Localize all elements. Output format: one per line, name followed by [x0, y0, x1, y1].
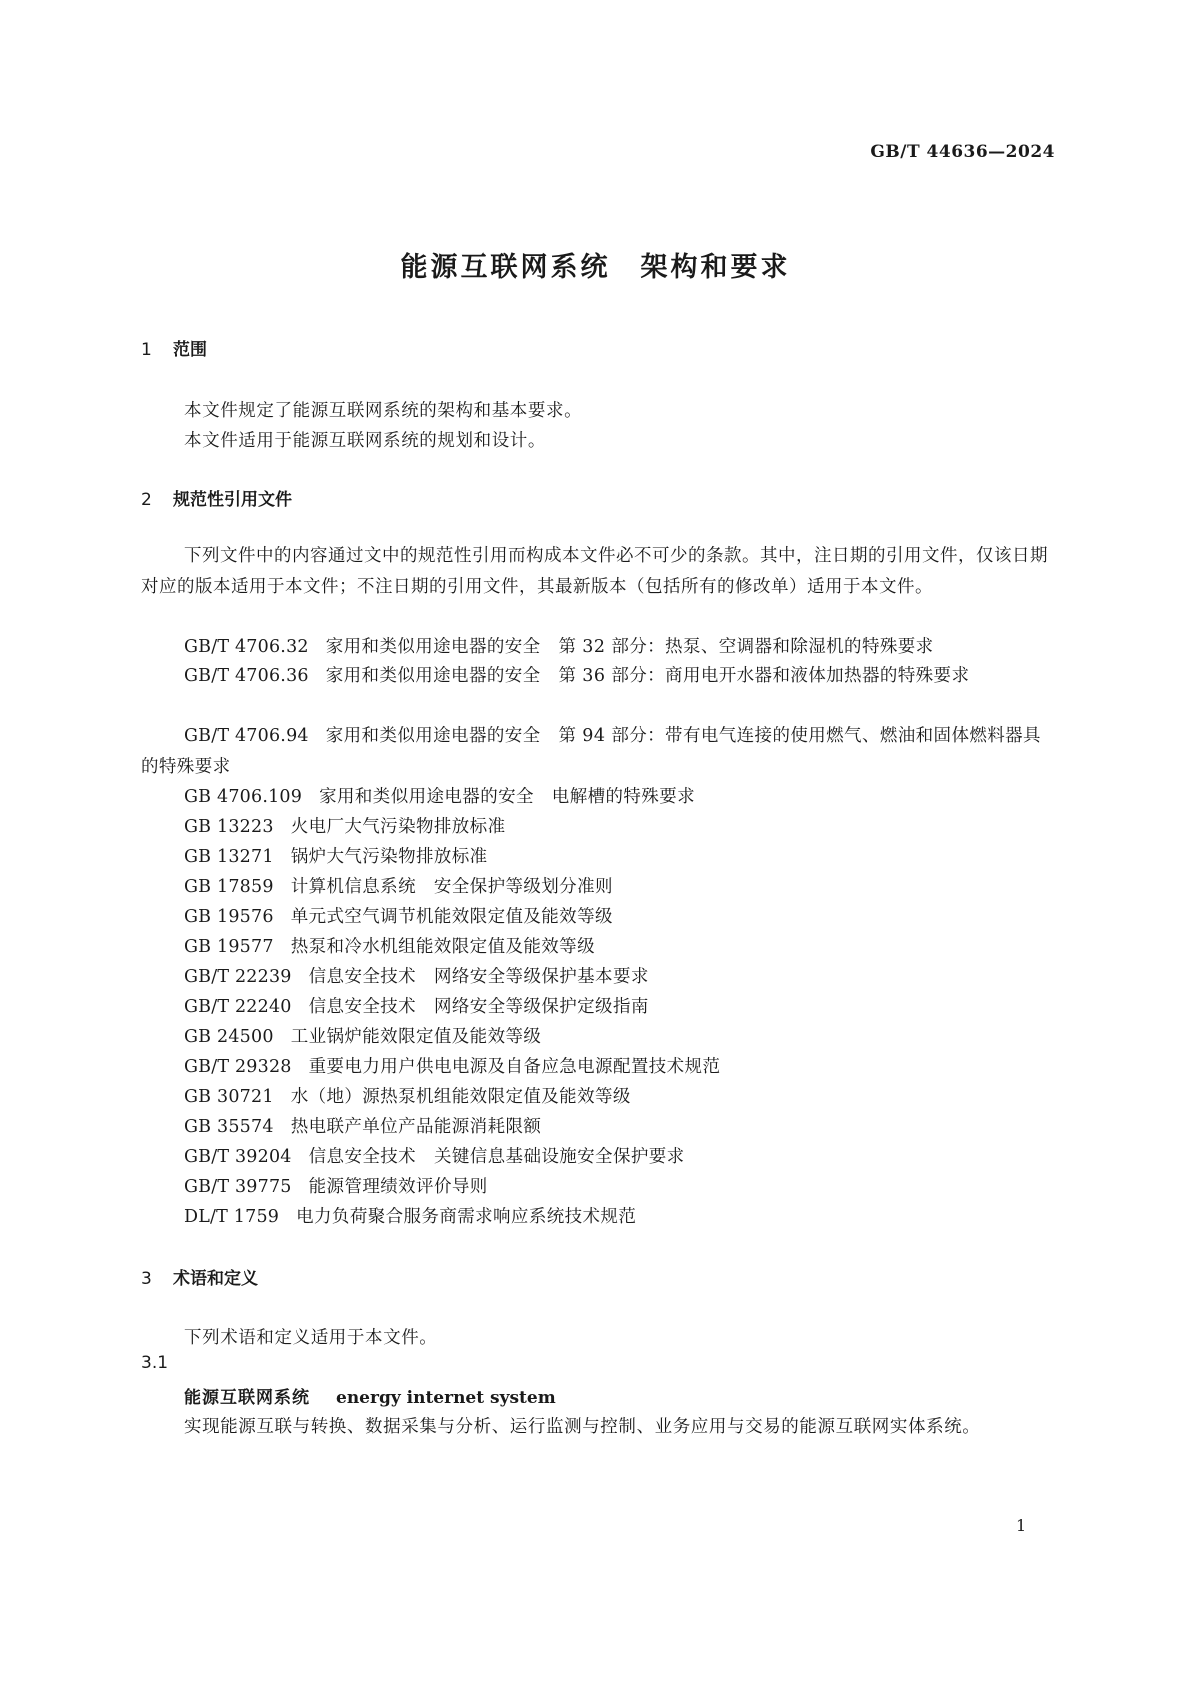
reference-code: GB 35574	[184, 1117, 274, 1137]
document-title: 能源互联网系统 架构和要求	[400, 252, 791, 283]
section-title: 范围	[173, 340, 207, 360]
reference-item	[184, 963, 649, 988]
reference-code: GB 13271	[184, 847, 274, 867]
reference-title: 火电厂大气污染物排放标准	[290, 817, 506, 837]
term-definition: 实现能源互联与转换、数据采集与分析、运行监测与控制、业务应用与交易的能源互联网实体系统。	[184, 1417, 981, 1437]
reference-item	[184, 1023, 541, 1048]
page-number: 1	[1016, 1516, 1027, 1535]
reference-item	[184, 813, 506, 838]
term-name-cn: 能源互联网系统	[184, 1388, 310, 1408]
reference-title: 计算机信息系统 安全保护等级划分准则	[290, 877, 613, 897]
reference-code: GB 17859	[184, 877, 274, 897]
reference-code: DL/T 1759	[184, 1207, 280, 1227]
section-2-heading	[141, 485, 292, 510]
reference-item	[184, 933, 595, 958]
paragraph: 本文件适用于能源互联网系统的规划和设计。	[184, 431, 546, 451]
reference-item	[184, 1113, 541, 1138]
reference-code: GB/T 4706.36	[184, 666, 309, 686]
section-number: 1	[141, 340, 152, 360]
reference-code: GB/T 39204	[184, 1147, 292, 1167]
reference-code: GB/T 29328	[184, 1057, 292, 1077]
reference-title: 水（地）源热泵机组能效限定值及能效等级	[290, 1087, 631, 1107]
reference-item	[184, 1173, 488, 1198]
term-name-en: energy internet system	[336, 1388, 556, 1408]
reference-code: GB 24500	[184, 1027, 274, 1047]
reference-item	[184, 783, 695, 808]
reference-title: 信息安全技术 关键信息基础设施安全保护要求	[308, 1147, 685, 1167]
reference-title: 热电联产单位产品能源消耗限额	[290, 1117, 542, 1137]
reference-code: GB 19576	[184, 907, 274, 927]
term-name	[184, 1383, 556, 1408]
reference-item	[184, 1083, 631, 1108]
paragraph: 下列术语和定义适用于本文件。	[184, 1328, 438, 1348]
reference-title: 热泵和冷水机组能效限定值及能效等级	[290, 937, 595, 957]
standard-number: GB/T 44636—2024	[870, 142, 1055, 162]
reference-item	[184, 633, 934, 658]
reference-title: 家用和类似用途电器的安全 第 36 部分：商用电开水器和液体加热器的特殊要求	[325, 666, 970, 686]
section-number: 3	[141, 1269, 152, 1289]
reference-item	[184, 843, 488, 868]
reference-item	[184, 903, 613, 928]
term-number: 3.1	[141, 1353, 169, 1373]
reference-item	[184, 1143, 685, 1168]
reference-code: GB/T 4706.32	[184, 637, 309, 657]
reference-item	[184, 1203, 636, 1228]
reference-title: 单元式空气调节机能效限定值及能效等级	[290, 907, 613, 927]
reference-code: GB 30721	[184, 1087, 274, 1107]
reference-title: 家用和类似用途电器的安全 第 94 部分：带有电气连接的使用燃气、燃油和固体燃料器具的特殊要求	[141, 726, 1041, 777]
reference-code: GB 19577	[184, 937, 274, 957]
reference-title: 电力负荷聚合服务商需求响应系统技术规范	[296, 1207, 637, 1227]
reference-title: 信息安全技术 网络安全等级保护基本要求	[308, 967, 649, 987]
reference-code: GB/T 39775	[184, 1177, 292, 1197]
section-3-heading	[141, 1264, 258, 1289]
reference-title: 锅炉大气污染物排放标准	[290, 847, 488, 867]
reference-code: GB/T 22240	[184, 997, 292, 1017]
reference-code: GB/T 4706.94	[184, 726, 309, 746]
reference-title: 能源管理绩效评价导则	[308, 1177, 488, 1197]
section-title: 术语和定义	[173, 1269, 258, 1289]
reference-item	[184, 1053, 720, 1078]
section-number: 2	[141, 490, 152, 510]
paragraph: 本文件规定了能源互联网系统的架构和基本要求。	[184, 401, 583, 421]
reference-code: GB 4706.109	[184, 787, 303, 807]
section-1-heading	[141, 335, 207, 360]
reference-title: 工业锅炉能效限定值及能效等级	[290, 1027, 542, 1047]
reference-title: 家用和类似用途电器的安全 电解槽的特殊要求	[319, 787, 696, 807]
reference-code: GB/T 22239	[184, 967, 292, 987]
reference-item	[141, 721, 1055, 783]
reference-item	[141, 661, 1055, 692]
reference-item	[184, 993, 649, 1018]
reference-title: 重要电力用户供电电源及自备应急电源配置技术规范	[308, 1057, 721, 1077]
reference-code: GB 13223	[184, 817, 274, 837]
normative-references-intro: 下列文件中的内容通过文中的规范性引用而构成本文件必不可少的条款。其中，注日期的引用文件，仅该日期对应的版本适用于本文件；不注日期的引用文件，其最新版本（包括所有的修改单）适用于本文件。	[141, 546, 1048, 597]
section-title: 规范性引用文件	[173, 490, 292, 510]
reference-title: 信息安全技术 网络安全等级保护定级指南	[308, 997, 649, 1017]
reference-item	[184, 873, 613, 898]
reference-title: 家用和类似用途电器的安全 第 32 部分：热泵、空调器和除湿机的特殊要求	[325, 637, 934, 657]
